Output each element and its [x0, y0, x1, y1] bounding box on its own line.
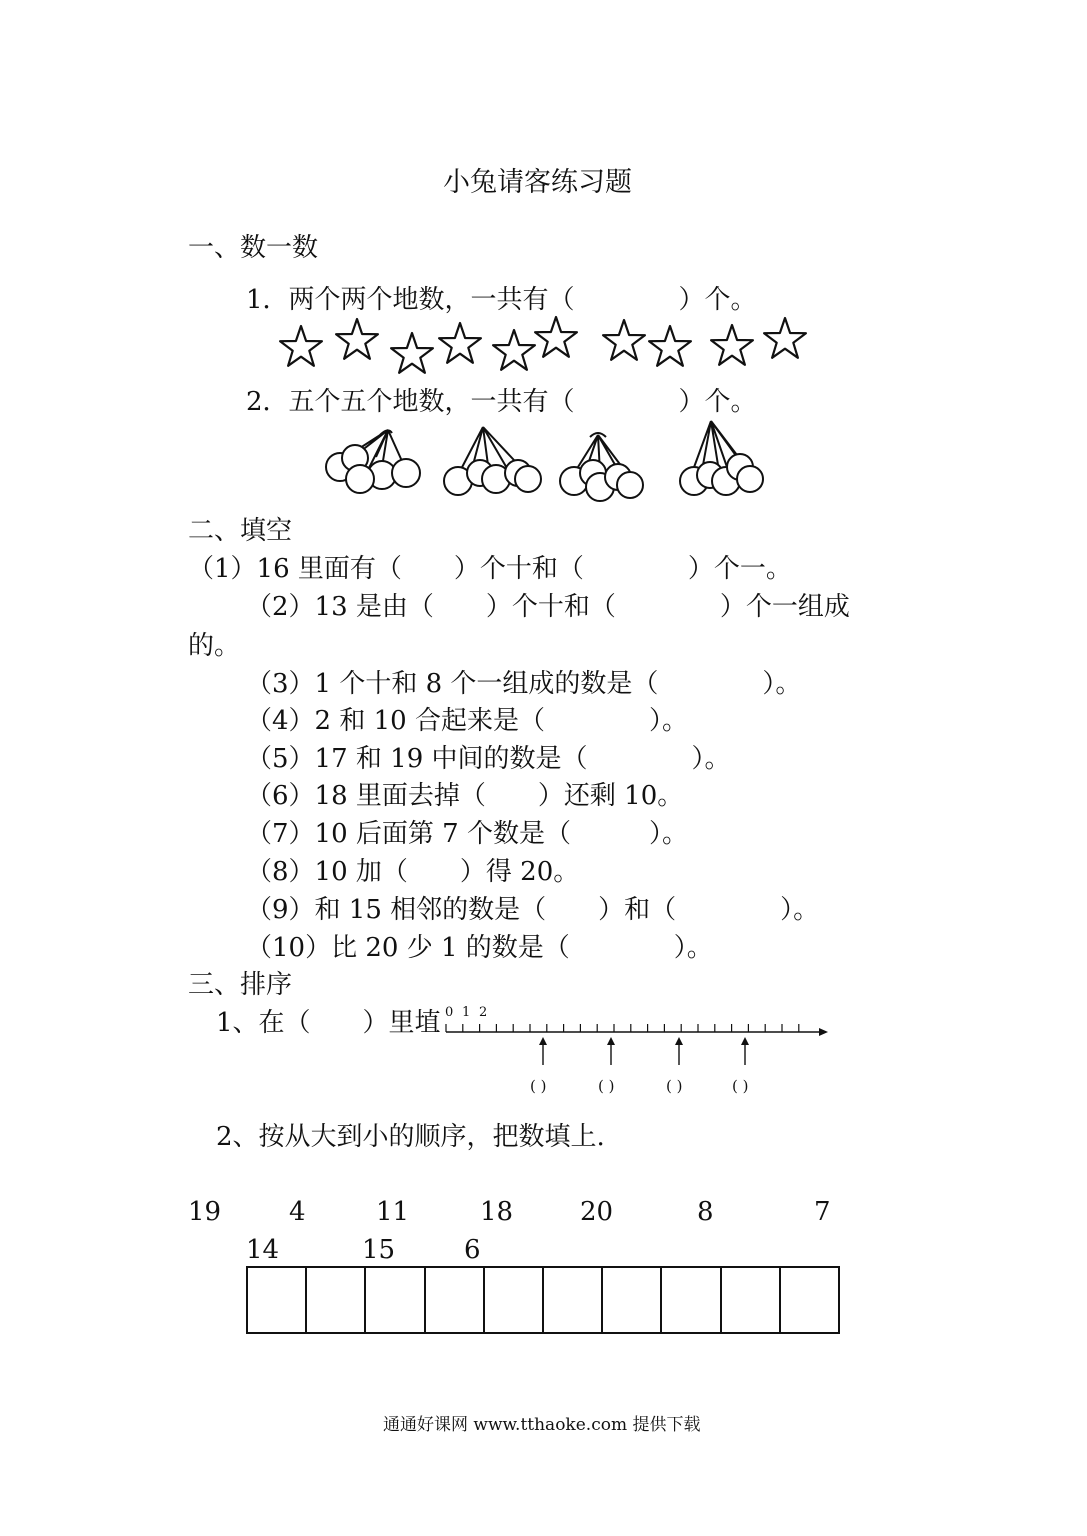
- cherry-cluster-icon: [326, 430, 420, 493]
- numberline-pointer-head-icon: [675, 1037, 683, 1045]
- numberline-tick-2: 2: [479, 1005, 488, 1020]
- star-icon: [764, 318, 806, 358]
- numberline-blank-2: ( ): [598, 1077, 615, 1095]
- question-1-1: 1．两个两个地数，一共有（ ）个。: [246, 285, 757, 315]
- numberline-blank-3: ( ): [666, 1077, 683, 1095]
- answer-box[interactable]: [366, 1268, 425, 1332]
- number-4: 4: [289, 1197, 306, 1227]
- numberline-arrowhead-icon: [819, 1028, 828, 1036]
- cherries-illustration: [318, 415, 768, 505]
- star-icon: [649, 326, 691, 366]
- star-icon: [336, 319, 378, 359]
- answer-box[interactable]: [248, 1268, 307, 1332]
- page-title: 小兔请客练习题: [443, 167, 632, 198]
- numberline-tick-0: 0: [445, 1005, 454, 1020]
- cherry-cluster-icon: [560, 433, 643, 501]
- answer-box[interactable]: [722, 1268, 781, 1332]
- fill-item-3: （3）1 个十和 8 个一组成的数是（ ）。: [246, 669, 802, 699]
- number-8: 8: [697, 1197, 714, 1227]
- fill-item-2: （2）13 是由（ ）个十和（ ）个一组成: [246, 592, 850, 622]
- fill-item-7: （7）10 后面第 7 个数是（ ）。: [246, 819, 688, 849]
- ordering-question-2: 2、按从大到小的顺序，把数填上.: [216, 1122, 605, 1152]
- number-20: 20: [580, 1197, 614, 1227]
- star-icon: [280, 326, 322, 366]
- star-icon: [603, 320, 645, 360]
- number-7: 7: [814, 1197, 831, 1227]
- fill-item-4: （4）2 和 10 合起来是（ ）。: [246, 706, 688, 736]
- number-15: 15: [362, 1235, 396, 1265]
- answer-box[interactable]: [662, 1268, 721, 1332]
- fill-item-5: （5）17 和 19 中间的数是（ ）。: [246, 744, 731, 774]
- numberline-pointer-head-icon: [539, 1037, 547, 1045]
- cherry-cluster-icon: [444, 427, 541, 495]
- number-line: [440, 1015, 835, 1075]
- number-19: 19: [188, 1197, 222, 1227]
- numberline-pointer-head-icon: [607, 1037, 615, 1045]
- star-icon: [391, 333, 433, 373]
- number-18: 18: [480, 1197, 514, 1227]
- cherry-cluster-icon: [680, 421, 763, 495]
- number-14: 14: [246, 1235, 280, 1265]
- answer-box[interactable]: [307, 1268, 366, 1332]
- answer-box[interactable]: [603, 1268, 662, 1332]
- number-11: 11: [376, 1197, 410, 1227]
- fill-item-9: （9）和 15 相邻的数是（ ）和（ ）。: [246, 895, 820, 925]
- stars-illustration: [270, 315, 815, 385]
- fill-item-2-cont: 的。: [188, 631, 241, 661]
- answer-box[interactable]: [485, 1268, 544, 1332]
- numberline-blank-1: ( ): [530, 1077, 547, 1095]
- answer-box[interactable]: [781, 1268, 838, 1332]
- star-icon: [439, 323, 481, 363]
- fill-item-1: （1）16 里面有（ ）个十和（ ）个一。: [188, 554, 792, 584]
- fill-item-8: （8）10 加（ ）得 20。: [246, 857, 580, 887]
- answer-box[interactable]: [426, 1268, 485, 1332]
- section2-heading: 二、填空: [188, 516, 293, 546]
- section1-heading: 一、数一数: [188, 233, 319, 263]
- star-icon: [535, 317, 577, 357]
- answer-boxes: [246, 1266, 840, 1334]
- numberline-blank-4: ( ): [732, 1077, 749, 1095]
- answer-box[interactable]: [544, 1268, 603, 1332]
- ordering-question-1: 1、在（ ）里埴: [216, 1008, 441, 1038]
- star-icon: [711, 325, 753, 365]
- question-1-2: 2．五个五个地数，一共有（ ）个。: [246, 387, 757, 417]
- numberline-pointer-head-icon: [741, 1037, 749, 1045]
- fill-item-6: （6）18 里面去掉（ ）还剩 10。: [246, 781, 684, 811]
- star-icon: [493, 330, 535, 370]
- fill-item-10: （10）比 20 少 1 的数是（ ）。: [246, 933, 713, 963]
- section3-heading: 三、排序: [188, 970, 293, 1000]
- number-6: 6: [464, 1235, 481, 1265]
- footer-text: 通通好课网 www.tthaoke.com 提供下载: [383, 1415, 701, 1435]
- numberline-tick-1: 1: [462, 1005, 471, 1020]
